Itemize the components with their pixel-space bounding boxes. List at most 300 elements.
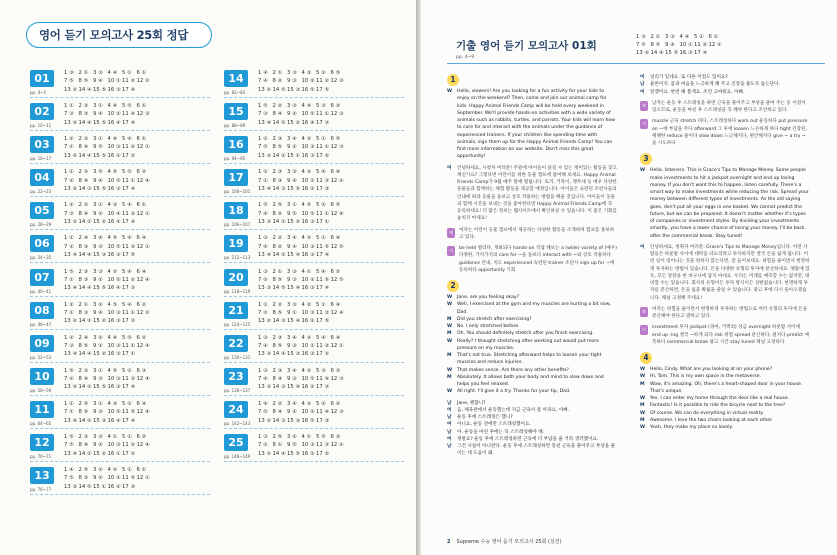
answer-cell: 9 ② (93, 210, 103, 217)
answer-grid (64, 69, 209, 94)
answer-cell: 6 ④ (330, 301, 341, 308)
answer-cell: 6 ② (136, 301, 147, 308)
answer-cell: 9 ② (287, 409, 297, 416)
answer-cell: 1 ④ (64, 467, 74, 474)
dashed-separator (30, 329, 210, 330)
answer-cell: 4 ④ (679, 34, 690, 40)
dialog-line (447, 323, 617, 330)
answer-row (258, 210, 403, 218)
answer-cell: 13 ④ (258, 252, 272, 259)
answer-cell: 5 ③ (316, 103, 326, 110)
answer-cell: 3 ③ (665, 34, 675, 40)
test-page-range: pp. 106~107 (224, 222, 251, 228)
answer-cell: 15 ⑤ (287, 185, 301, 192)
answer-cell: 14 ② (272, 252, 286, 259)
dialog-line (447, 367, 617, 374)
answer-set (30, 99, 210, 132)
answer-set (224, 430, 404, 463)
answer-grid (64, 400, 209, 425)
answer-cell: 5 ④ (316, 268, 326, 275)
answer-row (64, 367, 209, 375)
answer-cell: 5 ① (122, 70, 132, 76)
test-number-badge: 03 (30, 136, 54, 153)
translation-line (640, 81, 810, 88)
answer-set (30, 66, 210, 99)
answer-cell: 2 ⑤ (272, 434, 283, 441)
question-2-translation (447, 400, 617, 458)
answer-cell: 9 ④ (93, 177, 103, 184)
dialog-text: 아. 운동을 마친 후에는 꼭 스트레칭해야 해. (457, 429, 545, 435)
answer-cell (331, 383, 346, 391)
answer-cell: 11 ① (316, 111, 330, 118)
answer-cell: 12 ⑤ (330, 276, 344, 283)
answer-row (258, 234, 403, 242)
answer-cell: 13 ③ (258, 152, 272, 159)
answer-row (64, 284, 209, 292)
answer-cell (137, 218, 152, 226)
answer-row (636, 33, 814, 41)
answer-cell: 6 ③ (136, 367, 147, 374)
dialog-line (640, 410, 810, 417)
answer-cell: 1 ⑤ (64, 268, 74, 275)
answer-cell: 11 ② (122, 144, 136, 151)
answer-cell: 11 ② (122, 78, 136, 85)
answer-cell: 17 ② (316, 450, 330, 457)
dialog-line (447, 374, 617, 389)
answer-cell: 7 ③ (64, 111, 74, 118)
answer-cell: 7 ① (258, 177, 268, 184)
answer-row (64, 69, 209, 77)
speaker-label: 여 (447, 436, 452, 442)
answer-cell: 16 ① (107, 450, 121, 457)
answer-cell: 8 ⑤ (78, 343, 89, 350)
answer-cell (137, 483, 152, 491)
answer-grid (258, 433, 403, 458)
answer-cell: 1 ③ (258, 434, 268, 441)
answer-grid (258, 102, 403, 127)
answer-cell: 12 ④ (136, 343, 150, 350)
test-page-range: pp. 22~23 (30, 189, 52, 195)
answer-cell: 6 ① (136, 202, 147, 209)
speaker-label: M (447, 374, 452, 380)
answer-cell: 3 ② (287, 434, 297, 441)
answer-set (30, 265, 210, 298)
answer-cell (331, 417, 346, 425)
test-number-badge: 10 (30, 368, 54, 385)
dialog-text: All right. I'll give it a try. Thanks for your tip, Dad. (457, 389, 571, 395)
answer-cell: 9 ② (287, 144, 297, 151)
answer-cell: 12 ③ (330, 111, 344, 118)
answer-cell: 10 ⑤ (107, 276, 121, 283)
answer-cell: 14 ④ (78, 86, 92, 93)
answer-cell: 3 ③ (287, 301, 297, 308)
answer-cell: 7 ⑤ (258, 144, 268, 151)
answer-cell: 11 ① (316, 144, 330, 151)
answer-row (258, 276, 403, 284)
answer-cell: 17 ③ (316, 417, 330, 424)
speaker-label: M (447, 316, 452, 322)
answer-cell: 13 ② (258, 450, 272, 457)
header-rule (447, 63, 825, 64)
answer-cell: 16 ③ (107, 185, 121, 192)
question-number: 3 (640, 153, 652, 165)
answer-cell: 2 ① (272, 268, 283, 275)
answer-cell: 11 ② (694, 42, 708, 48)
answer-row (64, 400, 209, 408)
answer-cell: 8 ② (272, 210, 283, 217)
answer-cell: 5 ② (316, 202, 326, 209)
speaker-label: 여 (640, 89, 645, 95)
answer-cell: 6 ③ (330, 103, 341, 110)
answer-cell: 14 ④ (78, 285, 92, 292)
transcript-column-right (640, 74, 810, 431)
test-number-badge: 24 (224, 401, 248, 418)
answer-tag-icon: 해 (640, 307, 648, 317)
test-page-range: pp. 148~149 (224, 454, 251, 460)
answer-set (30, 430, 210, 463)
answer-row (258, 408, 403, 416)
answer-cell: 6 ② (330, 268, 341, 275)
answer-cell: 2 ② (78, 202, 89, 209)
test-number-badge: 21 (224, 302, 248, 319)
answer-cell: 3 ① (93, 202, 103, 209)
answer-cell: 4 ④ (107, 103, 118, 110)
answer-set (224, 165, 404, 198)
answer-row (64, 102, 209, 110)
answer-cell (331, 450, 346, 458)
dashed-separator (224, 229, 404, 230)
answer-set (224, 66, 404, 99)
answer-cell: 15 ③ (287, 351, 301, 358)
answer-cell: 3 ① (93, 400, 103, 407)
test-page-range: pp. 130~131 (224, 354, 251, 360)
answer-row (258, 317, 403, 325)
answer-cell: 11 ① (122, 309, 136, 316)
answer-cell: 9 ④ (287, 243, 297, 250)
answer-cell: 1 ③ (258, 235, 268, 242)
answer-cell: 2 ② (272, 301, 283, 308)
footer-text: Supreme 수능 영어 듣기 모의고사 25회 (실전) (456, 539, 562, 545)
dialog-text: Really? I thought stretching after working out would put more pressure on my muscles. (457, 338, 599, 351)
answer-cell: 11 ⑤ (316, 276, 330, 283)
answer-cell: 10 ⑤ (301, 210, 315, 217)
answer-cell: 17 ④ (694, 50, 708, 56)
answer-cell: 6 ② (330, 400, 341, 407)
answer-grid (64, 367, 209, 392)
dialog-line (640, 417, 810, 424)
answer-cell: 4 ② (107, 268, 118, 275)
answer-cell: 7 ⑤ (64, 78, 74, 85)
answer-cell: 3 ① (93, 136, 103, 143)
answer-cell: 10 ② (301, 409, 315, 416)
answer-cell: 9 ⑤ (287, 210, 297, 217)
answer-cell: 1 ② (258, 136, 268, 143)
answer-cell: 16 ③ (679, 50, 693, 56)
answer-row (64, 268, 209, 276)
question-number: 4 (640, 352, 652, 364)
page-number: 2 (447, 539, 451, 545)
answer-cell: 6 ① (136, 70, 147, 76)
answer-set (30, 364, 210, 397)
answer-cell: 7 ① (64, 409, 74, 416)
answer-cell: 14 ② (272, 152, 286, 159)
answer-cell: 11 ③ (316, 343, 330, 350)
answer-cell: 11 ④ (316, 376, 330, 383)
answer-cell: 10 ① (301, 343, 315, 350)
speaker-label: 여 (447, 422, 452, 428)
answer-cell: 2 ① (78, 301, 89, 308)
test-page-range: pp. 100~101 (224, 189, 251, 195)
answer-cell: 17 ④ (122, 384, 136, 391)
answer-row (64, 177, 209, 185)
answer-grid (258, 400, 403, 425)
answer-cell: 16 ② (301, 384, 315, 391)
answer-row (64, 408, 209, 416)
answer-row (258, 86, 403, 94)
answer-row (258, 243, 403, 251)
answer-grid (64, 168, 209, 193)
answer-cell: 8 ④ (78, 177, 89, 184)
answer-cell: 3 ① (287, 202, 297, 209)
answer-cell: 11 ③ (316, 442, 330, 449)
answer-cell: 11 ⑤ (122, 409, 136, 416)
answer-cell (709, 49, 724, 57)
answer-row (64, 317, 209, 325)
answer-cell: 10 ③ (107, 343, 121, 350)
test-page-range: pp. 88~89 (224, 123, 246, 129)
test-page-range: pp. 112~113 (224, 255, 251, 261)
answer-row (64, 383, 209, 391)
answer-row (258, 400, 403, 408)
test-number-badge: 18 (224, 202, 248, 219)
answer-cell: 4 ③ (301, 136, 312, 143)
answer-cell: 9 ④ (93, 309, 103, 316)
dashed-separator (224, 296, 404, 297)
answer-cell: 14 ② (78, 318, 92, 325)
answer-cell: 13 ② (64, 218, 78, 225)
answer-cell: 2 ② (272, 400, 283, 407)
answer-row (258, 450, 403, 458)
test-number-badge: 22 (224, 335, 248, 352)
answer-cell: 7 ⑤ (258, 409, 268, 416)
answer-cell: 9 ② (93, 343, 103, 350)
answer-cell: 13 ④ (64, 450, 78, 457)
answer-cell: 5 ① (694, 34, 704, 40)
dialog-text: No. I only stretched before. (457, 324, 520, 329)
answer-cell: 15 ⑤ (93, 285, 107, 292)
dialog-text: Well, I exercised at the gym and my muscles are hurting a bit now, Dad. (457, 302, 612, 315)
answer-cell: 2 ⑤ (272, 202, 283, 209)
answer-grid (258, 301, 403, 326)
dialog-line (447, 388, 617, 395)
answer-cell: 12 ④ (136, 276, 150, 283)
question-1-script: W Hello, viewers! Are you looking for a fun activity for your kids to enjoy on the weekend? Then, come and join our animal camp for kids. Happy Animal Friends Camp will be held every weekend in September. We'll provide hands-on activities with a wide variety of animals such as rabbits, turtles, and parrots. Your kids will learn how to care for and interact with the animals under the guidance of experienced trainers. If your children like spending time with animals, sign them up for the Happy Animal Friends Camp! You can find more information on our website. Don't miss this great opportunity! (447, 89, 615, 160)
answer-cell: 11 ② (122, 442, 136, 449)
answer-cell (137, 152, 152, 160)
answer-cell: 3 ① (93, 367, 103, 374)
dialog-line (640, 402, 810, 409)
dashed-separator (30, 494, 210, 495)
answer-row (636, 49, 814, 57)
dashed-separator (30, 163, 210, 164)
translation-line (447, 436, 617, 443)
speaker-label: W (447, 389, 453, 395)
answer-cell: 13 ③ (64, 483, 78, 490)
answer-cell: 9 ④ (93, 78, 103, 85)
answer-cell: 9 ④ (665, 42, 675, 48)
answer-cell: 15 ② (93, 351, 107, 358)
dialog-text: 정말요? 운동 후에 스트레칭하면 근육에 더 부담을 줄 거라 생각했어요. (457, 436, 599, 442)
answer-cell: 9 ③ (93, 409, 103, 416)
answer-cell: 16 ③ (107, 86, 121, 93)
answer-row (258, 102, 403, 110)
vocab-tag-icon: 어 (640, 119, 648, 129)
answer-cell: 8 ④ (78, 144, 89, 151)
answer-row (64, 243, 209, 251)
answer-cell: 5 ④ (122, 136, 132, 143)
answer-cell: 3 ③ (93, 434, 103, 441)
answer-row (64, 474, 209, 482)
answer-cell: 13 ④ (258, 119, 272, 126)
answer-grid (258, 201, 403, 226)
answer-grid (258, 367, 403, 392)
answer-cell: 8 ⑤ (78, 409, 89, 416)
answer-cell: 13 ④ (258, 185, 272, 192)
answer-row (258, 143, 403, 151)
answer-cell: 10 ③ (301, 144, 315, 151)
answer-cell: 5 ⑤ (122, 103, 132, 110)
answer-cell (137, 317, 152, 325)
answer-grid (64, 334, 209, 359)
answer-row (64, 185, 209, 193)
answer-cell: 1 ④ (258, 70, 268, 76)
answer-cell: 2 ③ (78, 136, 89, 143)
answer-cell (137, 450, 152, 458)
answer-cell: 3 ③ (93, 268, 103, 275)
answer-cell: 4 ③ (107, 400, 118, 407)
answer-cell: 2 ④ (78, 334, 89, 341)
answer-cell: 3 ④ (287, 334, 297, 341)
answer-grid (258, 69, 403, 94)
dashed-separator (224, 461, 404, 462)
answer-row (64, 276, 209, 284)
answer-row (258, 433, 403, 441)
answer-cell: 1 ① (258, 301, 268, 308)
answer-cell: 7 ③ (258, 111, 268, 118)
answer-row (258, 251, 403, 259)
answer-cell: 5 ② (316, 400, 326, 407)
answer-cell: 16 ④ (301, 119, 315, 126)
dialog-line (640, 373, 810, 380)
answer-cell: 15 ② (93, 218, 107, 225)
dialog-text: 아니요, 운동 전에만 스트레칭했어요. (457, 422, 531, 428)
dialog-text: 음, 체육관에서 운동했는데 지금 근육이 좀 아파요, 아빠. (457, 407, 570, 413)
dashed-separator (30, 97, 210, 98)
answer-cell: 5 ④ (122, 235, 132, 242)
answer-cell: 17 ⑤ (316, 86, 330, 93)
answer-cell: 11 ⑤ (122, 475, 136, 482)
test-number-badge: 14 (224, 70, 248, 87)
answer-cell: 17 ⑤ (122, 252, 136, 259)
test-page-range: pp. 58~59 (30, 387, 52, 393)
answer-cell: 3 ② (93, 467, 103, 474)
answer-cell (331, 317, 346, 325)
answer-cell: 14 ② (78, 384, 92, 391)
answer-cell: 7 ④ (258, 243, 268, 250)
test-page-range: pp. 46~47 (30, 321, 52, 327)
answer-grid (258, 234, 403, 259)
answer-cell: 10 ② (107, 111, 121, 118)
answer-cell: 13 ② (636, 50, 650, 56)
answer-cell: 10 ⑤ (107, 409, 121, 416)
answer-cell: 2 ③ (272, 136, 283, 143)
answer-cell: 6 ⑤ (330, 70, 341, 76)
answer-cell: 14 ⑤ (272, 285, 286, 292)
answer-cell: 4 ④ (107, 70, 118, 76)
answer-cell (331, 350, 346, 358)
answer-cell: 12 ④ (330, 210, 344, 217)
answer-cell: 17 ① (122, 351, 136, 358)
vocab-tag-icon: 어 (447, 246, 455, 256)
dashed-separator (224, 329, 404, 330)
speaker-label: M (447, 331, 452, 337)
answer-cell: 17 ③ (316, 384, 330, 391)
dialog-line (640, 395, 810, 402)
answer-cell (137, 86, 152, 94)
answer-cell: 8 ③ (78, 276, 89, 283)
translation-line (447, 414, 617, 421)
translation-line (447, 443, 617, 458)
answer-cell: 5 ⑤ (122, 169, 132, 176)
speaker-label: 남 (447, 444, 452, 449)
answer-cell: 10 ⑤ (107, 243, 121, 250)
answer-row (258, 152, 403, 160)
answer-cell: 10 ② (107, 475, 121, 482)
dashed-separator (30, 296, 210, 297)
answer-cell: 11 ③ (316, 177, 330, 184)
answer-row (258, 201, 403, 209)
answer-set (224, 132, 404, 165)
answer-cell: 15 ① (93, 483, 107, 490)
answer-cell (331, 152, 346, 160)
answer-cell: 15 ④ (287, 384, 301, 391)
answer-cell: 12 ① (330, 343, 344, 350)
answer-cell: 2 ② (272, 235, 283, 242)
answer-cell: 13 ④ (64, 417, 78, 424)
test-page-range: pp. 10~11 (30, 123, 52, 129)
answer-cell: 13 ③ (258, 351, 272, 358)
answer-cell: 15 ④ (287, 318, 301, 325)
answer-cell: 17 ③ (122, 285, 136, 292)
answer-cell: 4 ⑤ (107, 235, 118, 242)
answer-cell: 1 ⑤ (64, 434, 74, 441)
answer-cell: 14 ④ (272, 351, 286, 358)
test-number-badge: 23 (224, 368, 248, 385)
answer-cell: 12 ③ (136, 111, 150, 118)
answer-cell: 14 ① (272, 218, 286, 225)
answer-cell: 14 ③ (272, 185, 286, 192)
answer-cell: 8 ⑤ (272, 276, 283, 283)
answer-cell: 16 ② (107, 483, 121, 490)
answer-grid (258, 168, 403, 193)
answer-cell: 5 ④ (316, 334, 326, 341)
answer-cell (331, 218, 346, 226)
answer-row (64, 86, 209, 94)
test-page-range: pp. 40~41 (30, 288, 52, 294)
answer-cell: 1 ② (64, 136, 74, 143)
answer-cell: 13 ③ (258, 218, 272, 225)
answer-cell: 15 ④ (287, 252, 301, 259)
